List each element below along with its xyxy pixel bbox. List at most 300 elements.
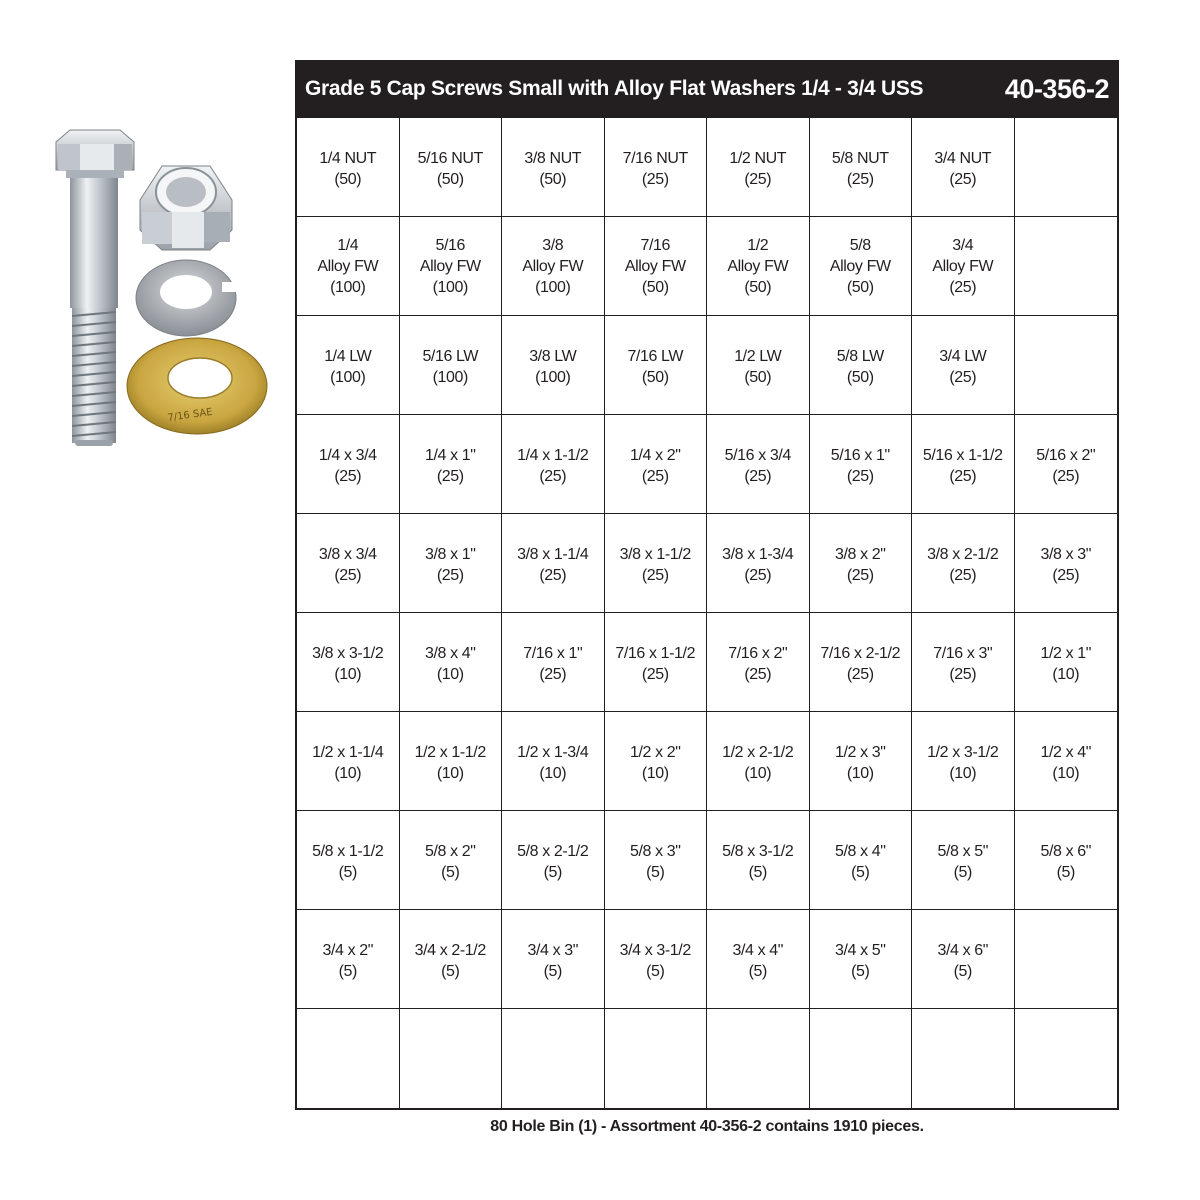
bin-cell-content <box>1036 445 1095 487</box>
bin-cell <box>400 514 503 613</box>
bin-cell-content <box>727 235 788 298</box>
bin-cell-content <box>420 235 481 298</box>
bin-cell-content <box>835 940 886 982</box>
bin-cell <box>1015 910 1118 1009</box>
bin-quantity: (25) <box>641 567 669 584</box>
bin-quantity: (25) <box>744 468 772 485</box>
bin-cell-content <box>630 841 681 883</box>
bin-cell <box>810 217 913 316</box>
bin-quantity: (5) <box>543 864 562 881</box>
bin-cell-content <box>517 544 588 586</box>
bin-quantity: (25) <box>846 468 874 485</box>
bin-quantity: (10) <box>949 765 977 782</box>
bin-cell <box>502 910 605 1009</box>
bin-label: 7/16 NUT <box>622 150 688 167</box>
bin-cell-content <box>324 346 371 388</box>
bin-cell <box>912 316 1015 415</box>
bin-label: 3/4 NUT <box>934 150 992 167</box>
bin-cell <box>810 316 913 415</box>
bin-quantity: (100) <box>330 369 366 386</box>
bin-label: 1/2 x 3-1/2 <box>927 744 999 761</box>
bin-cell <box>707 316 810 415</box>
bin-cell <box>297 1009 400 1108</box>
bin-label: 1/4 LW <box>324 348 372 365</box>
bin-label: 1/2 x 3" <box>834 744 886 761</box>
bin-cell-content <box>319 544 377 586</box>
bin-cell <box>502 415 605 514</box>
bin-grid <box>295 118 1119 1110</box>
bin-cell <box>1015 415 1118 514</box>
bin-cell-content <box>517 841 588 883</box>
bin-quantity: (25) <box>949 279 977 296</box>
bin-cell-content <box>835 742 886 784</box>
bin-label: 1/2 <box>747 237 769 254</box>
bin-cell-content <box>722 742 793 784</box>
bin-cell <box>400 613 503 712</box>
bin-cell <box>707 1009 810 1108</box>
bin-label: Alloy FW <box>419 258 481 275</box>
bin-cell-content <box>734 346 781 388</box>
bin-cell <box>502 712 605 811</box>
bin-cell <box>810 514 913 613</box>
bin-label: Alloy FW <box>829 258 891 275</box>
bin-label: 3/8 x 2-1/2 <box>927 546 999 563</box>
bin-label: 1/4 x 2" <box>629 447 681 464</box>
bin-label: Alloy FW <box>624 258 686 275</box>
bin-cell <box>297 217 400 316</box>
bin-quantity: (5) <box>441 963 460 980</box>
bin-cell <box>912 613 1015 712</box>
bin-cell <box>1015 316 1118 415</box>
bin-quantity: (25) <box>436 468 464 485</box>
part-number: 40-356-2 <box>1004 73 1109 104</box>
bin-label: 3/8 x 3" <box>1040 546 1091 563</box>
bin-quantity: (25) <box>641 666 669 683</box>
bin-cell <box>297 118 400 217</box>
bin-cell-content <box>934 148 991 190</box>
bin-cell-content <box>517 445 588 487</box>
bin-label: 1/4 x 1" <box>424 447 476 464</box>
bin-label: 5/8 x 2" <box>424 843 476 860</box>
bin-cell-content <box>939 346 986 388</box>
bin-cell-content <box>837 346 884 388</box>
bin-cell-content <box>1040 841 1091 883</box>
bin-cell <box>912 217 1015 316</box>
bin-cell-content <box>322 940 373 982</box>
bin-cell <box>502 613 605 712</box>
bin-quantity: (25) <box>846 567 874 584</box>
bin-cell <box>912 910 1015 1009</box>
bin-quantity: (25) <box>949 567 977 584</box>
bin-quantity: (25) <box>334 567 362 584</box>
bin-cell <box>400 910 503 1009</box>
footer-note: 80 Hole Bin (1) - Assortment 40-356-2 contains 1910 pieces. <box>490 1118 924 1135</box>
bin-label: 3/8 LW <box>529 348 577 365</box>
bin-cell-content <box>725 445 791 487</box>
bolt-nut-washer-icon <box>40 120 280 460</box>
bin-quantity: (10) <box>1052 765 1080 782</box>
bin-cell <box>912 712 1015 811</box>
bin-quantity: (5) <box>851 864 870 881</box>
bin-label: 3/4 <box>952 237 974 254</box>
bin-quantity: (25) <box>744 666 772 683</box>
bin-quantity: (10) <box>334 666 362 683</box>
bin-cell <box>400 118 503 217</box>
bin-label: 1/4 <box>337 237 359 254</box>
bin-label: 3/4 x 3-1/2 <box>619 942 691 959</box>
bin-label: 1/2 x 2-1/2 <box>722 744 794 761</box>
bin-label: 5/16 NUT <box>417 150 483 167</box>
bin-quantity: (25) <box>436 567 464 584</box>
bin-quantity: (50) <box>641 369 669 386</box>
bin-label: 3/4 LW <box>939 348 987 365</box>
bin-label: 1/4 NUT <box>319 150 377 167</box>
bin-label: 5/8 x 4" <box>834 843 886 860</box>
bin-quantity: (50) <box>846 369 874 386</box>
bin-quantity: (10) <box>744 765 772 782</box>
bin-cell <box>810 910 913 1009</box>
bin-label: 3/8 x 3-1/2 <box>312 645 384 662</box>
bin-cell-content <box>418 148 483 190</box>
bin-label: 1/4 x 1-1/2 <box>517 447 589 464</box>
bin-label: 5/8 NUT <box>831 150 889 167</box>
bin-cell-content <box>522 235 583 298</box>
bin-label: 7/16 x 1" <box>523 645 583 662</box>
bin-quantity: (25) <box>949 171 977 188</box>
bin-cell <box>912 1009 1015 1108</box>
bin-cell <box>912 118 1015 217</box>
bin-cell-content <box>831 445 890 487</box>
bin-cell <box>297 316 400 415</box>
bin-label: 3/8 x 1-1/4 <box>517 546 589 563</box>
bin-cell-content <box>933 643 992 685</box>
bin-cell <box>912 811 1015 910</box>
bin-cell-content <box>1040 742 1091 784</box>
bin-cell-content <box>620 544 691 586</box>
bin-label: 3/8 <box>542 237 564 254</box>
bin-cell <box>297 811 400 910</box>
bin-quantity: (5) <box>851 963 870 980</box>
bin-cell <box>707 712 810 811</box>
bin-quantity: (25) <box>539 468 567 485</box>
bin-cell <box>707 910 810 1009</box>
bin-cell-content <box>319 445 377 487</box>
bin-cell-content <box>425 643 476 685</box>
bin-quantity: (50) <box>539 171 567 188</box>
bin-cell <box>707 118 810 217</box>
bin-quantity: (25) <box>949 666 977 683</box>
bin-label: 5/8 x 3-1/2 <box>722 843 794 860</box>
bin-cell-content <box>1040 544 1091 586</box>
bin-cell-content <box>312 742 383 784</box>
bin-quantity: (50) <box>846 279 874 296</box>
bin-cell <box>502 118 605 217</box>
bin-quantity: (5) <box>748 963 767 980</box>
bin-quantity: (25) <box>949 468 977 485</box>
bin-quantity: (5) <box>646 963 665 980</box>
bin-cell-content <box>620 940 691 982</box>
bin-cell-content <box>425 445 476 487</box>
bin-quantity: (50) <box>641 279 669 296</box>
bin-label: 5/16 <box>435 237 466 254</box>
bin-quantity: (10) <box>436 666 464 683</box>
bin-quantity: (25) <box>744 567 772 584</box>
bin-cell-content <box>728 643 787 685</box>
bin-cell <box>605 811 708 910</box>
bin-quantity: (25) <box>641 171 669 188</box>
bin-quantity: (25) <box>846 171 874 188</box>
bin-cell-content <box>312 841 383 883</box>
bin-label: 3/8 x 2" <box>834 546 886 563</box>
washer-stamp: 7/16 SAE <box>166 406 214 424</box>
bin-cell <box>605 910 708 1009</box>
bin-cell <box>810 1009 913 1108</box>
bin-cell <box>400 811 503 910</box>
bin-label: 5/8 x 6" <box>1040 843 1091 860</box>
bin-label: 3/4 x 2-1/2 <box>414 942 486 959</box>
bin-cell-content <box>1040 643 1091 685</box>
bin-cell <box>605 316 708 415</box>
bin-cell-content <box>927 544 998 586</box>
bin-cell-content <box>517 742 588 784</box>
bin-cell <box>502 217 605 316</box>
bin-label: Alloy FW <box>727 258 789 275</box>
bin-cell-content <box>523 643 582 685</box>
bin-label: 3/8 x 1-3/4 <box>722 546 794 563</box>
bin-cell-content <box>524 148 581 190</box>
bin-cell <box>605 613 708 712</box>
bin-cell <box>400 712 503 811</box>
bin-quantity: (100) <box>330 279 366 296</box>
bin-label: 5/8 LW <box>836 348 884 365</box>
bin-cell <box>810 613 913 712</box>
bin-cell <box>707 217 810 316</box>
bin-label: 3/4 x 6" <box>937 942 988 959</box>
bin-cell-content <box>820 643 900 685</box>
bin-cell-content <box>415 742 486 784</box>
bin-cell <box>605 712 708 811</box>
bin-cell-content <box>319 148 376 190</box>
bin-cell <box>810 415 913 514</box>
bin-quantity: (100) <box>432 369 468 386</box>
bin-cell <box>605 217 708 316</box>
bin-cell-content <box>312 643 383 685</box>
bin-label: 3/8 x 1-1/2 <box>619 546 691 563</box>
bin-cell-content <box>625 235 686 298</box>
bin-cell <box>810 811 913 910</box>
bin-label: 1/2 x 1-1/4 <box>312 744 384 761</box>
bin-quantity: (5) <box>1056 864 1075 881</box>
assortment-panel <box>295 60 1119 1136</box>
bin-quantity: (25) <box>949 369 977 386</box>
bin-cell-content <box>527 940 578 982</box>
bin-cell-content <box>722 841 793 883</box>
bin-cell <box>605 1009 708 1108</box>
bin-cell <box>1015 514 1118 613</box>
bin-cell <box>400 217 503 316</box>
bin-cell <box>502 316 605 415</box>
bin-quantity: (100) <box>535 369 571 386</box>
bin-label: 3/4 x 4" <box>732 942 783 959</box>
bin-quantity: (25) <box>539 567 567 584</box>
bin-cell-content <box>835 841 886 883</box>
bin-quantity: (25) <box>641 468 669 485</box>
bin-label: 7/16 <box>640 237 671 254</box>
bin-label: Alloy FW <box>522 258 584 275</box>
bin-cell-content <box>729 148 786 190</box>
bin-cell-content <box>927 742 998 784</box>
bin-cell <box>707 514 810 613</box>
bin-label: 1/2 x 2" <box>629 744 681 761</box>
bin-quantity: (50) <box>436 171 464 188</box>
bin-cell-content <box>937 940 988 982</box>
bin-quantity: (50) <box>744 279 772 296</box>
bin-label: 1/2 NUT <box>729 150 787 167</box>
page-title: Grade 5 Cap Screws Small with Alloy Flat Washers 1/4 - 3/4 USS <box>305 77 924 100</box>
bin-quantity: (50) <box>334 171 362 188</box>
bin-quantity: (5) <box>338 864 357 881</box>
bin-cell <box>1015 217 1118 316</box>
bin-cell-content <box>722 544 793 586</box>
bin-label: 3/4 x 5" <box>834 942 886 959</box>
bin-cell-content <box>630 445 681 487</box>
bin-label: 5/16 x 1-1/2 <box>922 447 1003 464</box>
bin-label: 1/2 x 1-1/2 <box>414 744 486 761</box>
bin-label: 1/2 x 1-3/4 <box>517 744 589 761</box>
bin-cell <box>605 118 708 217</box>
bin-quantity: (100) <box>535 279 571 296</box>
bin-cell-content <box>529 346 576 388</box>
bin-cell-content <box>937 841 988 883</box>
bin-quantity: (5) <box>441 864 460 881</box>
bin-cell-content <box>732 940 783 982</box>
bin-label: 3/8 x 3/4 <box>318 546 377 563</box>
bin-label: 7/16 LW <box>627 348 684 365</box>
bin-cell-content <box>415 940 486 982</box>
bin-cell <box>605 514 708 613</box>
bin-cell-content <box>932 235 993 298</box>
bin-label: 5/8 x 3" <box>629 843 681 860</box>
bin-quantity: (5) <box>338 963 357 980</box>
bin-cell <box>502 1009 605 1108</box>
bin-quantity: (10) <box>1052 666 1080 683</box>
bin-cell <box>400 1009 503 1108</box>
bin-label: 3/4 x 2" <box>322 942 373 959</box>
bin-label: 1/2 x 4" <box>1040 744 1091 761</box>
bin-label: 7/16 x 3" <box>933 645 993 662</box>
bin-cell-content <box>832 148 889 190</box>
bin-label: 1/2 x 1" <box>1040 645 1091 662</box>
bin-cell-content <box>615 643 695 685</box>
bin-quantity: (5) <box>543 963 562 980</box>
bin-cell <box>707 613 810 712</box>
bin-cell-content <box>425 841 476 883</box>
bin-cell-content <box>630 742 681 784</box>
bin-label: 5/8 x 5" <box>937 843 988 860</box>
bin-quantity: (25) <box>334 468 362 485</box>
bin-label: 3/8 NUT <box>524 150 582 167</box>
bin-cell <box>297 514 400 613</box>
bin-label: 3/8 x 4" <box>424 645 476 662</box>
bin-cell <box>400 415 503 514</box>
bin-quantity: (5) <box>646 864 665 881</box>
bin-label: 3/4 x 3" <box>527 942 578 959</box>
bin-cell-content <box>623 148 688 190</box>
bin-quantity: (25) <box>539 666 567 683</box>
bin-label: 5/16 LW <box>422 348 479 365</box>
bin-cell-content <box>835 544 886 586</box>
bin-cell <box>810 118 913 217</box>
bin-cell <box>707 811 810 910</box>
bin-label: 1/4 x 3/4 <box>318 447 377 464</box>
bin-quantity: (25) <box>846 666 874 683</box>
bin-cell <box>502 514 605 613</box>
bin-cell <box>400 316 503 415</box>
bin-label: 1/2 LW <box>734 348 782 365</box>
bin-cell <box>502 811 605 910</box>
bin-quantity: (5) <box>953 864 972 881</box>
bin-cell-content <box>923 445 1003 487</box>
bin-quantity: (10) <box>641 765 669 782</box>
bin-cell-content <box>317 235 378 298</box>
bin-label: 5/8 x 2-1/2 <box>517 843 589 860</box>
bin-label: 3/8 x 1" <box>424 546 476 563</box>
bin-cell <box>297 712 400 811</box>
header-bar <box>295 60 1119 118</box>
bin-cell-content <box>830 235 891 298</box>
bin-cell <box>1015 118 1118 217</box>
bin-label: 5/16 x 3/4 <box>724 447 791 464</box>
bin-label: Alloy FW <box>932 258 994 275</box>
bin-quantity: (10) <box>334 765 362 782</box>
bin-cell <box>297 415 400 514</box>
bin-label: Alloy FW <box>317 258 379 275</box>
bin-label: 7/16 x 2-1/2 <box>820 645 901 662</box>
bin-quantity: (25) <box>1052 567 1080 584</box>
bin-cell <box>297 613 400 712</box>
bin-label: 5/16 x 1" <box>830 447 890 464</box>
bin-quantity: (50) <box>744 369 772 386</box>
bin-label: 5/16 x 2" <box>1036 447 1096 464</box>
bin-label: 7/16 x 2" <box>728 645 788 662</box>
bin-label: 7/16 x 1-1/2 <box>615 645 696 662</box>
bin-cell <box>297 910 400 1009</box>
bin-cell-content <box>422 346 478 388</box>
bin-cell <box>1015 1009 1118 1108</box>
bin-cell <box>1015 712 1118 811</box>
bin-quantity: (10) <box>436 765 464 782</box>
bin-cell <box>605 415 708 514</box>
bin-cell-content <box>627 346 683 388</box>
bin-quantity: (5) <box>953 963 972 980</box>
bin-quantity: (10) <box>846 765 874 782</box>
bin-cell <box>707 415 810 514</box>
bin-cell <box>1015 811 1118 910</box>
bin-quantity: (5) <box>748 864 767 881</box>
bin-quantity: (10) <box>539 765 567 782</box>
bin-cell <box>912 514 1015 613</box>
bin-quantity: (25) <box>744 171 772 188</box>
bin-cell <box>1015 613 1118 712</box>
bin-quantity: (100) <box>432 279 468 296</box>
bin-cell <box>810 712 913 811</box>
bin-cell <box>912 415 1015 514</box>
bin-label: 5/8 <box>849 237 871 254</box>
bin-cell-content <box>425 544 476 586</box>
bin-label: 5/8 x 1-1/2 <box>312 843 384 860</box>
product-photo <box>40 120 280 460</box>
bin-quantity: (25) <box>1052 468 1080 485</box>
